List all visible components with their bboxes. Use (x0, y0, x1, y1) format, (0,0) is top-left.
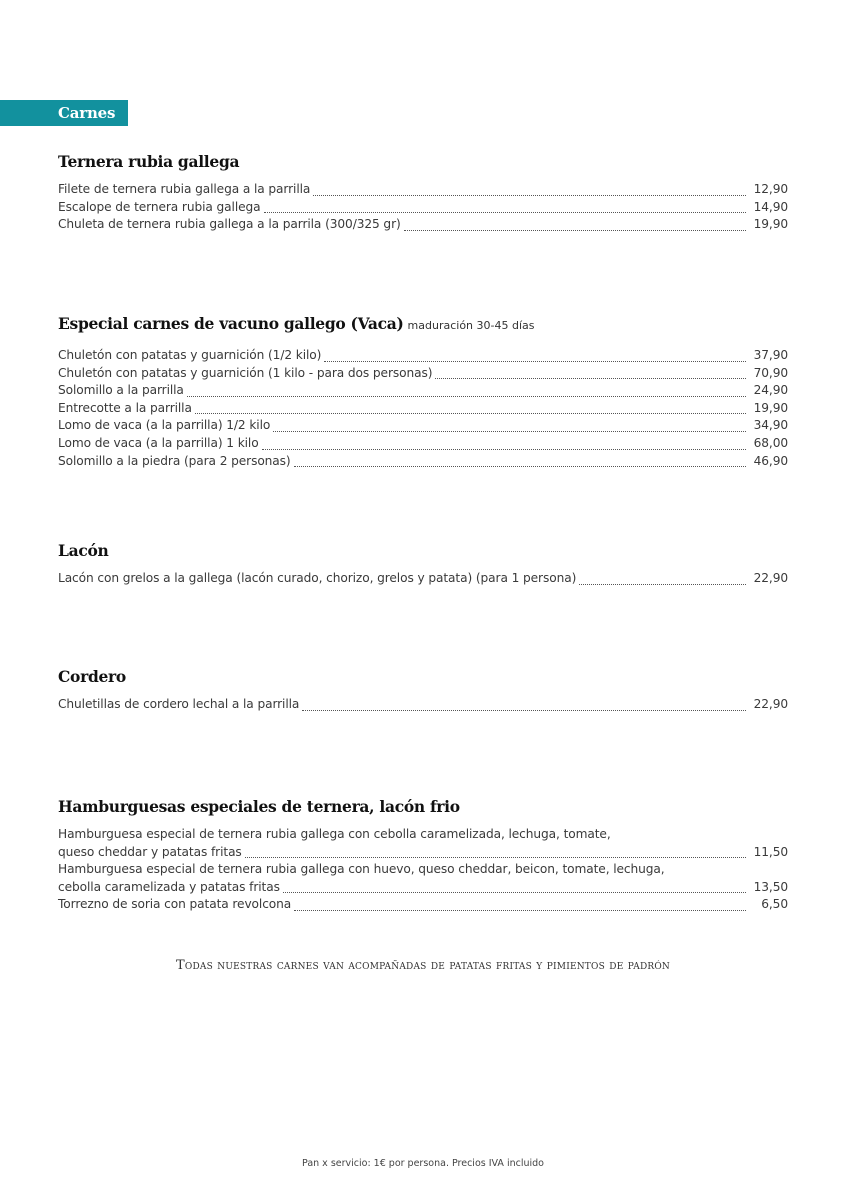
footer-note: Pan x servicio: 1€ por persona. Precios IVA incluido (302, 1158, 544, 1169)
dot-leader (435, 378, 746, 379)
item-price: 46,90 (753, 453, 788, 468)
item-price: 11,50 (753, 844, 788, 859)
menu-item (58, 844, 788, 862)
dot-leader (324, 361, 746, 362)
section-cordero (58, 667, 788, 714)
item-price: 22,90 (753, 697, 788, 711)
accompaniment-note: Todas nuestras carnes van acompañadas de patatas fritas y pimientos de padrón (176, 958, 670, 973)
menu-item (58, 696, 788, 714)
item-name: Lomo de vaca (a la parrilla) 1 kilo (58, 435, 259, 450)
item-name: Chuleta de ternera rubia gallega a la parrila (300/325 gr) (58, 217, 401, 232)
dot-leader (294, 910, 746, 911)
menu-item (58, 347, 788, 365)
menu-item (58, 896, 788, 914)
item-name: Lomo de vaca (a la parrilla) 1/2 kilo (58, 418, 271, 433)
dot-leader (187, 396, 746, 397)
section-ternera (58, 152, 788, 234)
item-price: 6,50 (761, 897, 788, 912)
dot-leader (579, 584, 746, 585)
section-title: Hamburguesas especiales de ternera, lacón frio (58, 797, 460, 816)
item-price: 19,90 (753, 217, 788, 232)
menu-item (58, 417, 788, 435)
menu-item (58, 365, 788, 383)
dot-leader (245, 857, 746, 858)
dot-leader (283, 892, 746, 893)
menu-item (58, 435, 788, 453)
item-price: 12,90 (753, 182, 788, 196)
dot-leader (404, 230, 746, 231)
section-title: Lacón (58, 541, 109, 560)
item-price: 19,90 (753, 400, 788, 415)
item-price: 14,90 (753, 199, 788, 214)
item-name: Entrecotte a la parrilla (58, 400, 192, 415)
menu-item (58, 879, 788, 897)
item-price: 37,90 (753, 348, 788, 362)
menu-item (58, 382, 788, 400)
menu-item (58, 181, 788, 199)
section-note: maduración 30-45 días (407, 319, 535, 332)
item-price: 34,90 (753, 418, 788, 433)
dot-leader (294, 466, 746, 467)
item-price: 70,90 (753, 365, 788, 380)
menu-item (58, 400, 788, 418)
item-name: Chuletón con patatas y guarnición (1/2 kilo) (58, 348, 322, 362)
dot-leader (262, 449, 746, 450)
item-price: 24,90 (753, 383, 788, 398)
menu-item (58, 570, 788, 588)
item-description-line: Hamburguesa especial de ternera rubia gallega con cebolla caramelizada, lechuga, tomate, (58, 827, 611, 841)
section-title: Cordero (58, 667, 126, 686)
dot-leader (313, 195, 746, 196)
item-name: Chuletillas de cordero lechal a la parrilla (58, 697, 300, 711)
item-price: 22,90 (753, 571, 788, 585)
item-name: Lacón con grelos a la gallega (lacón curado, chorizo, grelos y patata) (para 1 persona) (58, 571, 577, 585)
section-vacuno (58, 314, 788, 470)
item-description-line: Hamburguesa especial de ternera rubia gallega con huevo, queso cheddar, beicon, tomate, lechuga, (58, 862, 665, 877)
item-name: Escalope de ternera rubia gallega (58, 199, 261, 214)
section-lacon (58, 541, 788, 588)
category-banner-carnes: Carnes (0, 100, 128, 126)
item-name: cebolla caramelizada y patatas fritas (58, 879, 280, 894)
menu-item (58, 199, 788, 217)
item-price: 68,00 (753, 435, 788, 450)
item-name: Solomillo a la piedra (para 2 personas) (58, 453, 291, 468)
item-name: Torrezno de soria con patata revolcona (58, 897, 292, 912)
section-title-text: Especial carnes de vacuno gallego (Vaca) (58, 314, 404, 333)
dot-leader (264, 212, 746, 213)
menu-item (58, 216, 788, 234)
dot-leader (195, 413, 746, 414)
item-name: Filete de ternera rubia gallega a la parrilla (58, 182, 311, 196)
dot-leader (273, 431, 746, 432)
item-name: queso cheddar y patatas fritas (58, 844, 242, 859)
section-hamburguesas (58, 797, 788, 914)
item-price: 13,50 (753, 879, 788, 894)
section-title: Ternera rubia gallega (58, 152, 240, 171)
section-title (58, 314, 788, 333)
dot-leader (302, 710, 746, 711)
item-name: Solomillo a la parrilla (58, 383, 184, 398)
item-name: Chuletón con patatas y guarnición (1 kilo - para dos personas) (58, 365, 433, 380)
menu-item (58, 453, 788, 471)
